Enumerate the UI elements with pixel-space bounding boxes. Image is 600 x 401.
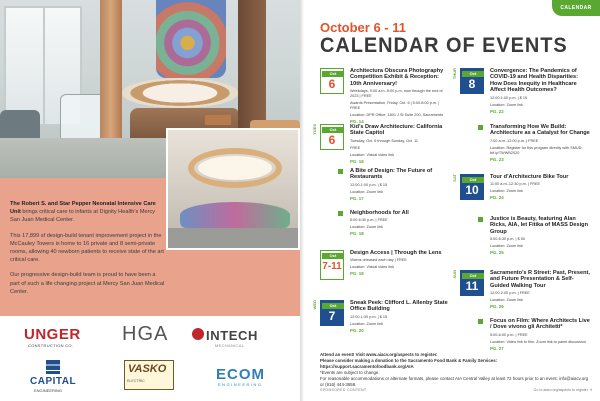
event-month: Oct	[322, 127, 344, 133]
event-page-ref: PG. 20	[350, 327, 364, 333]
inset-counter	[180, 202, 290, 228]
event-day: 8	[468, 77, 476, 91]
intech-mark-icon	[192, 328, 204, 340]
event-details	[490, 318, 590, 351]
event-time: 5:00-6:00 p.m. | FREE	[490, 332, 528, 337]
event-page-ref: PG. 26	[490, 304, 504, 310]
event-title: Convergence: The Pandemics of COVID-19 and Health Disparities: How Does Inequity in Healthcare Affect Health Outcomes?	[490, 68, 578, 94]
footer-donation: Please consider making a donation to the Sacramento Food Bank & Family Services: https://support.sacramentofoodbank.org/AIA	[320, 358, 498, 369]
event-location: Location: Register for this program directly with SMUD: bit.ly/TWWB2020	[490, 145, 583, 155]
project-description	[10, 200, 166, 303]
event-page-ref: PG. 27	[490, 345, 504, 351]
event-time: 12:00-1:00 p.m. | $ 15	[490, 95, 528, 100]
intech-logo-sub: MECHANICAL	[215, 343, 245, 348]
event-details	[490, 216, 590, 255]
event-weekday-tag: SAT	[452, 174, 457, 182]
event-month: Oct	[462, 71, 484, 77]
event-weekday-tag: SUN	[452, 270, 457, 279]
event-time: Tuesday, Oct. 6 through Sunday, Oct. 11	[350, 138, 419, 143]
page-footer-right	[534, 388, 592, 392]
event-time: Weekdays, 9:00 a.m.-5:00 p.m. now through the end of 2023 | FREE	[350, 89, 443, 99]
calendar-tab-label: CALENDAR	[560, 5, 592, 11]
event-bullet-icon	[338, 211, 343, 216]
event-time: 5:00-6:30 p.m. | $ 50	[490, 237, 525, 242]
event-bullet-icon	[478, 319, 483, 324]
event-date-box	[320, 250, 344, 280]
page-number: 9	[590, 388, 592, 392]
capital-mark-icon	[46, 360, 60, 374]
inset-dome	[198, 156, 272, 180]
photo-artwork	[156, 0, 226, 78]
event-details	[490, 270, 590, 309]
event-date-box	[460, 174, 484, 200]
unger-logo: UNGER	[24, 326, 81, 343]
event-details	[490, 124, 590, 162]
event-weekday-tag: WED	[312, 300, 317, 310]
right-page	[300, 0, 600, 401]
event-location: Location: Zoom link	[350, 321, 383, 326]
event-day: 7	[328, 309, 336, 323]
date-range: October 6 - 11	[320, 20, 406, 35]
event-date-box	[320, 300, 344, 326]
inset-photo	[166, 128, 300, 250]
event-day: 6	[328, 133, 336, 147]
calendar-tab	[552, 0, 600, 16]
inset-floor	[168, 228, 300, 250]
capital-logo: CAPITAL	[30, 376, 77, 387]
capital-logo-sub: ENGINEERING	[34, 388, 63, 393]
description-rest: brings critical care to infants at Dignity Health’s Mercy San Juan Medical Center.	[10, 209, 156, 224]
unger-logo-sub: CONSTRUCTION CO.	[28, 343, 74, 348]
event-month: Oct	[322, 253, 344, 259]
event-title: Architectura Obscura Photography Competition Exhibit & Reception: 10th Anniversary!	[350, 68, 444, 87]
footer-accommodations: For reasonable accommodations or alternate formats, please contact AIA Central Valley at least 72 hours prior to an event: info@aiacv.org or (916) 444-3658.	[320, 376, 589, 387]
register-note: Go to aiacv.org/aspects to register	[533, 388, 588, 392]
event-day: 6	[328, 77, 336, 91]
sponsored-content-label: SPONSORED CONTENT	[320, 388, 367, 392]
event-extra: Location: DPR Office, 1801 J St Suite 200, Sacramento	[350, 113, 444, 118]
photo-ceiling	[122, 78, 238, 108]
footer-disclaimer: *Events are subject to change.	[320, 370, 380, 375]
event-page-ref: PG. 25	[490, 250, 504, 256]
vasko-logo: VASKO	[128, 363, 167, 375]
description-paragraph-3: Our progressive design-build team is proud to have been a part of such a life changing project at Mercy San Juan Medical Center.	[10, 272, 165, 295]
event-details	[350, 300, 450, 333]
event-date-box	[320, 124, 344, 150]
event-month: Oct	[322, 71, 344, 77]
event-title: Sacramento’s R Street: Past, Present, and Future Presentation & Self-Guided Walking Tour	[490, 270, 590, 289]
photo-sign	[205, 115, 231, 125]
event-bullet-icon	[478, 125, 483, 130]
event-time: 5:00-6:30 p.m. | FREE	[350, 218, 388, 223]
page-gutter	[300, 0, 304, 401]
event-details	[350, 68, 450, 124]
event-title: Sneak Peek: Clifford L. Allenby State Office Building	[350, 300, 448, 313]
event-weekday-tag: TUES	[312, 124, 317, 135]
event-bullet-icon	[478, 217, 483, 222]
hga-logo: HGA	[122, 323, 169, 345]
event-page-ref: PG. 17	[350, 195, 364, 201]
event-title: A Bite of Design: The Future of Restaurants	[350, 168, 433, 181]
event-page-ref: PG. 24	[490, 195, 504, 201]
description-paragraph-2: This 17,899 sf design-build tenant improvement project in the McCauley Towers is home to 16 private and 8 semi-private rooms, allowing 40 newborn patients to receive state of the art critical care.	[10, 232, 164, 264]
event-page-ref: PG. 18	[350, 231, 364, 237]
event-date-box	[460, 68, 484, 94]
event-bullet-icon	[338, 169, 343, 174]
event-date-box	[320, 68, 344, 94]
event-location: Location: Zoom link	[490, 244, 523, 249]
event-location: Location: Video link to film, Zoom link to panel discussion	[490, 339, 586, 344]
page-title: CALENDAR OF EVENTS	[320, 34, 568, 57]
intech-logo: INTECH	[206, 328, 258, 343]
event-title: Transforming How We Build: Architecture as a Catalyst for Change	[490, 124, 590, 137]
description-paragraph-1	[10, 200, 166, 225]
event-weekday-tag: THUR	[452, 68, 457, 80]
ecom-logo: ECOM	[216, 366, 265, 383]
event-title: Tour d’Architecture Bike Tour	[490, 174, 569, 180]
event-month: Oct	[462, 177, 484, 183]
event-month: Oct	[462, 273, 484, 279]
event-extra: Location: Virtual video link	[350, 152, 395, 157]
event-title: Justice is Beauty, featuring Alan Ricks, AIA, let Fitika of MASS Design Group	[490, 216, 589, 235]
event-page-ref: PG. 14	[350, 119, 364, 125]
event-time: 11:00 a.m.-12:30 p.m. | FREE	[490, 182, 541, 187]
event-location: Location: Zoom link	[350, 225, 383, 230]
event-month: Oct	[322, 303, 344, 309]
ecom-logo-sub: ENGINEERING	[218, 382, 263, 387]
event-location: Location: Zoom link	[490, 102, 523, 107]
event-details	[350, 250, 450, 276]
description-bold: The Robert S. and Star Pepper Neonatal Intensive Care Unit	[10, 201, 156, 216]
footer-register: Attend an event! Visit www.aiacv.org/aspects to register.	[320, 352, 438, 357]
footer-notes	[320, 352, 592, 388]
event-location: FREE	[350, 145, 361, 150]
sponsor-logos	[0, 316, 300, 401]
event-date-box	[460, 270, 484, 296]
event-details	[490, 68, 590, 114]
vasko-logo-sub: ELECTRIC	[127, 379, 145, 383]
event-location: Location: Zoom link	[490, 298, 523, 303]
event-time: 12:00-1:30 p.m. | $ 15	[350, 314, 388, 319]
event-location: Awards Presentation, Friday, Oct. 6 | 5:00-8:00 p.m. | FREE	[350, 101, 440, 111]
event-time: 12:00-2:00 p.m. | FREE	[490, 291, 530, 296]
event-details	[350, 124, 450, 164]
event-details	[350, 210, 450, 236]
event-location: Location: Zoom link	[350, 189, 383, 194]
event-location: Location: Zoom link	[490, 189, 523, 194]
event-day: 11	[465, 279, 479, 293]
event-location: Location: Virtual video link	[350, 265, 395, 270]
event-time: Videos released each day | FREE	[350, 258, 407, 263]
event-time: 7:00 a.m.-12:00 p.m. | FREE	[490, 138, 539, 143]
event-title: Focus on Film: Where Architects Live / Dove vivono gli Architetti*	[490, 318, 590, 331]
event-details	[490, 174, 590, 200]
event-title: Kid’s Draw Architecture: California State Capitol	[350, 124, 443, 137]
event-page-ref: PG. 23	[490, 156, 504, 162]
event-page-ref: PG. 22	[490, 108, 504, 114]
event-page-ref: PG. 19	[350, 271, 364, 277]
event-day: 10	[465, 183, 479, 197]
event-title: Neighborhoods for All	[350, 210, 409, 216]
event-page-ref: PG. 16	[350, 158, 364, 164]
event-day: 7-11	[322, 261, 342, 272]
event-title: Design Access | Through the Lens	[350, 250, 442, 256]
event-details	[350, 168, 450, 201]
event-time: 12:00-1:00 p.m. | $ 15	[350, 182, 388, 187]
